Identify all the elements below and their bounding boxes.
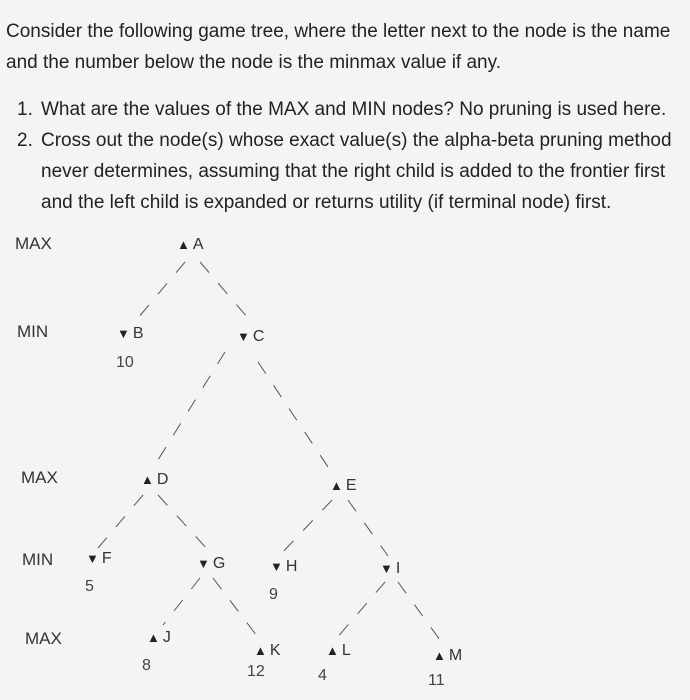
max-triangle-icon: ▲ (326, 643, 339, 658)
node-d (141, 471, 168, 489)
question-number: 2. (17, 130, 33, 151)
edge-g-k (213, 578, 260, 640)
node-name: E (345, 477, 357, 494)
edge-i-l (335, 582, 385, 640)
edge-e-i (348, 500, 388, 556)
question-text: What are the values of the MAX and MIN nodes? No pruning is used here. (41, 99, 667, 120)
min-triangle-icon: ▼ (270, 559, 283, 574)
level-label-max: MAX (21, 468, 58, 487)
node-e (330, 477, 357, 495)
node-k (254, 642, 281, 660)
min-triangle-icon: ▼ (197, 556, 210, 571)
node-name: F (101, 550, 112, 567)
min-triangle-icon: ▼ (86, 551, 99, 566)
question-text: Cross out the node(s) whose exact value(s) the alpha-beta pruning method never determines, assuming that the right child is added to the frontier first and the left child is expanded or returns utility (if terminal node) first. (41, 130, 672, 213)
node-name: L (341, 642, 351, 659)
node-h (270, 558, 297, 576)
max-triangle-icon: ▲ (141, 472, 154, 487)
node-name: K (269, 642, 281, 659)
edge-i-m (398, 582, 440, 640)
node-b (117, 325, 144, 343)
min-triangle-icon: ▼ (117, 326, 130, 341)
node-i (380, 560, 400, 578)
max-triangle-icon: ▲ (147, 630, 160, 645)
max-triangle-icon: ▲ (254, 643, 267, 658)
edge-g-j (163, 578, 200, 625)
node-name: B (132, 325, 144, 342)
node-l (326, 642, 351, 660)
max-triangle-icon: ▲ (177, 237, 190, 252)
node-name: D (156, 471, 169, 488)
node-a (177, 236, 204, 254)
node-value: 10 (116, 354, 134, 371)
level-label-min: MIN (17, 322, 49, 341)
edge-a-c (200, 262, 248, 318)
node-name: H (285, 558, 298, 575)
node-name: C (252, 328, 265, 345)
max-triangle-icon: ▲ (433, 648, 446, 663)
node-name: G (212, 555, 226, 572)
node-value: 4 (318, 667, 327, 684)
node-name: I (395, 560, 401, 577)
edge-a-b (138, 262, 185, 318)
node-g (197, 555, 225, 573)
max-triangle-icon: ▲ (330, 478, 343, 493)
problem-intro: Consider the following game tree, where the letter next to the node is the name and the number below the node is the minmax value if any. (6, 21, 671, 73)
level-label-max: MAX (25, 629, 62, 648)
edge-d-f (98, 495, 143, 548)
node-value: 12 (247, 663, 265, 680)
node-name: A (192, 236, 204, 253)
node-name: J (162, 629, 171, 646)
node-value: 9 (269, 586, 278, 603)
edge-e-h (280, 500, 332, 555)
min-triangle-icon: ▼ (380, 561, 393, 576)
node-name: M (448, 647, 463, 664)
node-f (86, 550, 112, 568)
edge-d-g (158, 495, 208, 550)
min-triangle-icon: ▼ (237, 329, 250, 344)
node-c (237, 328, 264, 346)
edge-c-e (258, 362, 330, 470)
node-j (147, 629, 171, 647)
edge-b-d (153, 352, 225, 468)
node-value: 8 (142, 657, 151, 674)
level-label-max: MAX (15, 234, 52, 253)
node-m (433, 647, 462, 665)
question-number: 1. (17, 99, 33, 120)
node-value: 5 (85, 578, 94, 595)
node-value: 11 (428, 672, 445, 689)
level-label-min: MIN (22, 550, 54, 569)
